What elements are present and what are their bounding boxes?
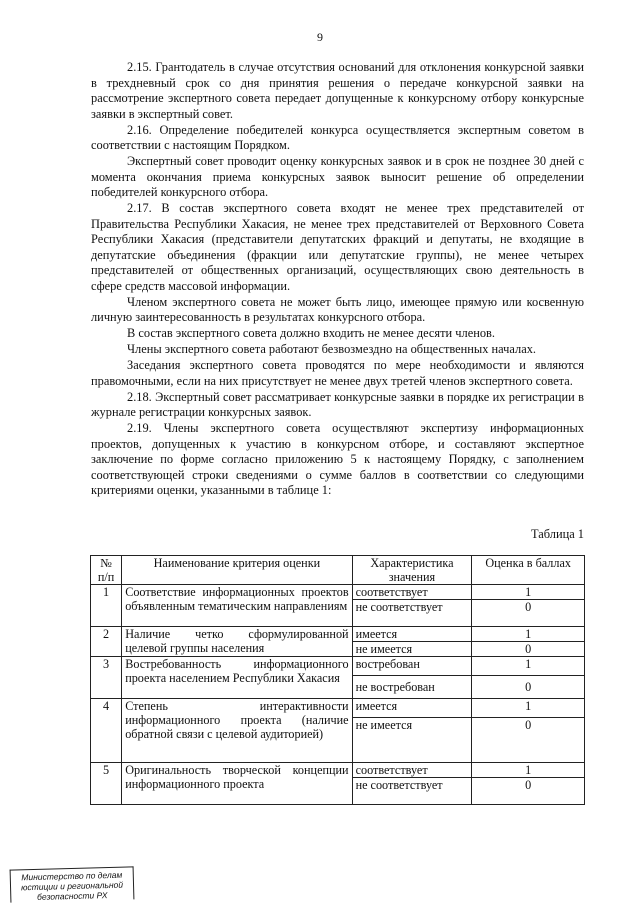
characteristic-cell: соответствует (352, 585, 472, 600)
characteristic-cell: не соответствует (352, 600, 472, 627)
score-cell: 1 (472, 585, 585, 600)
characteristic-cell: востребован (352, 657, 472, 676)
paragraph-2-18: 2.18. Экспертный совет рассматривает конкурсные заявки в порядке их регистрации в журнале регистрации конкурсных заявок. (91, 389, 584, 419)
paragraph-2-19: 2.19. Члены экспертного совета осуществляют экспертизу информационных проектов, допущенных к участию в конкурсном отборе, и составляют экспертное заключение по форме согласно приложению 5 к настоящему Порядку, с заполнением соответствующей строки сведениями о сумме баллов в соответствии со следующими критериями оценки, указанными в таблице 1: (91, 421, 584, 497)
score-cell: 1 (472, 699, 585, 718)
criterion-cell: Оригинальность творческой концепции информационного проекта (122, 763, 352, 805)
characteristic-cell: соответствует (352, 763, 472, 778)
characteristic-cell: не имеется (352, 718, 472, 763)
table-row (91, 763, 585, 778)
row-number: 2 (91, 627, 122, 657)
score-cell: 1 (472, 763, 585, 778)
table-row (91, 657, 585, 676)
paragraph-members-count: В состав экспертного совета должно входить не менее десяти членов. (127, 326, 495, 340)
criterion-cell: Востребованность информационного проекта населением Республики Хакасия (122, 657, 352, 699)
paragraph-expert-evaluation: Экспертный совет проводит оценку конкурсных заявок и в срок не позднее 30 дней с момента окончания приема конкурсных заявок выносит решение об определении победителей конкурсного отбора. (91, 154, 584, 199)
row-number: 5 (91, 763, 122, 805)
header-score: Оценка в баллах (472, 556, 585, 585)
score-cell: 1 (472, 627, 585, 642)
header-criterion: Наименование критерия оценки (122, 556, 352, 585)
ministry-stamp (10, 866, 135, 902)
characteristic-cell: не соответствует (352, 778, 472, 805)
stamp-line: безопасности РХ (36, 890, 108, 902)
row-number: 1 (91, 585, 122, 627)
stamp-line: Министерство по делам (21, 869, 123, 883)
table-caption: Таблица 1 (531, 527, 584, 541)
table-row (91, 627, 585, 642)
table-row (91, 585, 585, 600)
score-cell: 1 (472, 657, 585, 676)
paragraph-meetings: Заседания экспертного совета проводятся по мере необходимости и являются правомочными, если на них присутствует не менее двух третей членов экспертного совета. (91, 358, 584, 388)
paragraph-conflict-of-interest: Членом экспертного совета не может быть лицо, имеющее прямую или косвенную личную заинтересованность в результатах конкурсного отбора. (91, 294, 584, 324)
criterion-cell: Соответствие информационных проектов объявленным тематическим направлениям (122, 585, 352, 627)
score-cell: 0 (472, 778, 585, 805)
characteristic-cell: имеется (352, 699, 472, 718)
score-cell: 0 (472, 718, 585, 763)
stamp-line: юстиции и региональной (20, 879, 124, 893)
paragraph-2-17: 2.17. В состав экспертного совета входят не менее трех представителей от Правительства Республики Хакасия, не менее трех представителей от Верховного Совета Республики Хакасия (представители депутатских фракций и депутаты, не входящие в депутатские объединения (фракции или депутатские группы), не менее четырех представителей от общественных организаций, осуществляющих свою деятельность в сфере средств массовой информации. (91, 201, 584, 293)
criterion-cell: Наличие четко сформулированной целевой группы населения (122, 627, 352, 657)
paragraph-2-15: 2.15. Грантодатель в случае отсутствия оснований для отклонения конкурсной заявки в трехдневный срок со дня принятия решения о передаче конкурсной заявки на рассмотрение экспертного совета передает допущенные к конкурсному отбору конкурсные заявки в экспертный совет. (91, 60, 584, 121)
paragraph-2-16: 2.16. Определение победителей конкурса осуществляется экспертным советом в соответствии с настоящим Порядком. (91, 122, 584, 152)
characteristic-cell: не имеется (352, 642, 472, 657)
page-number: 9 (317, 30, 323, 44)
score-cell: 0 (472, 676, 585, 699)
table-header-row (91, 556, 585, 585)
document-body (91, 60, 584, 499)
characteristic-cell: имеется (352, 627, 472, 642)
header-num: № п/п (91, 556, 122, 585)
criteria-table (90, 555, 585, 805)
characteristic-cell: не востребован (352, 676, 472, 699)
paragraph-voluntary-work: Члены экспертного совета работают безвозмездно на общественных началах. (127, 342, 536, 356)
score-cell: 0 (472, 600, 585, 627)
score-cell: 0 (472, 642, 585, 657)
row-number: 4 (91, 699, 122, 763)
criterion-cell: Степень интерактивности информационного проекта (наличие обратной связи с целевой аудиторией) (122, 699, 352, 763)
row-number: 3 (91, 657, 122, 699)
table-row (91, 699, 585, 718)
header-characteristic: Характеристика значения (352, 556, 472, 585)
